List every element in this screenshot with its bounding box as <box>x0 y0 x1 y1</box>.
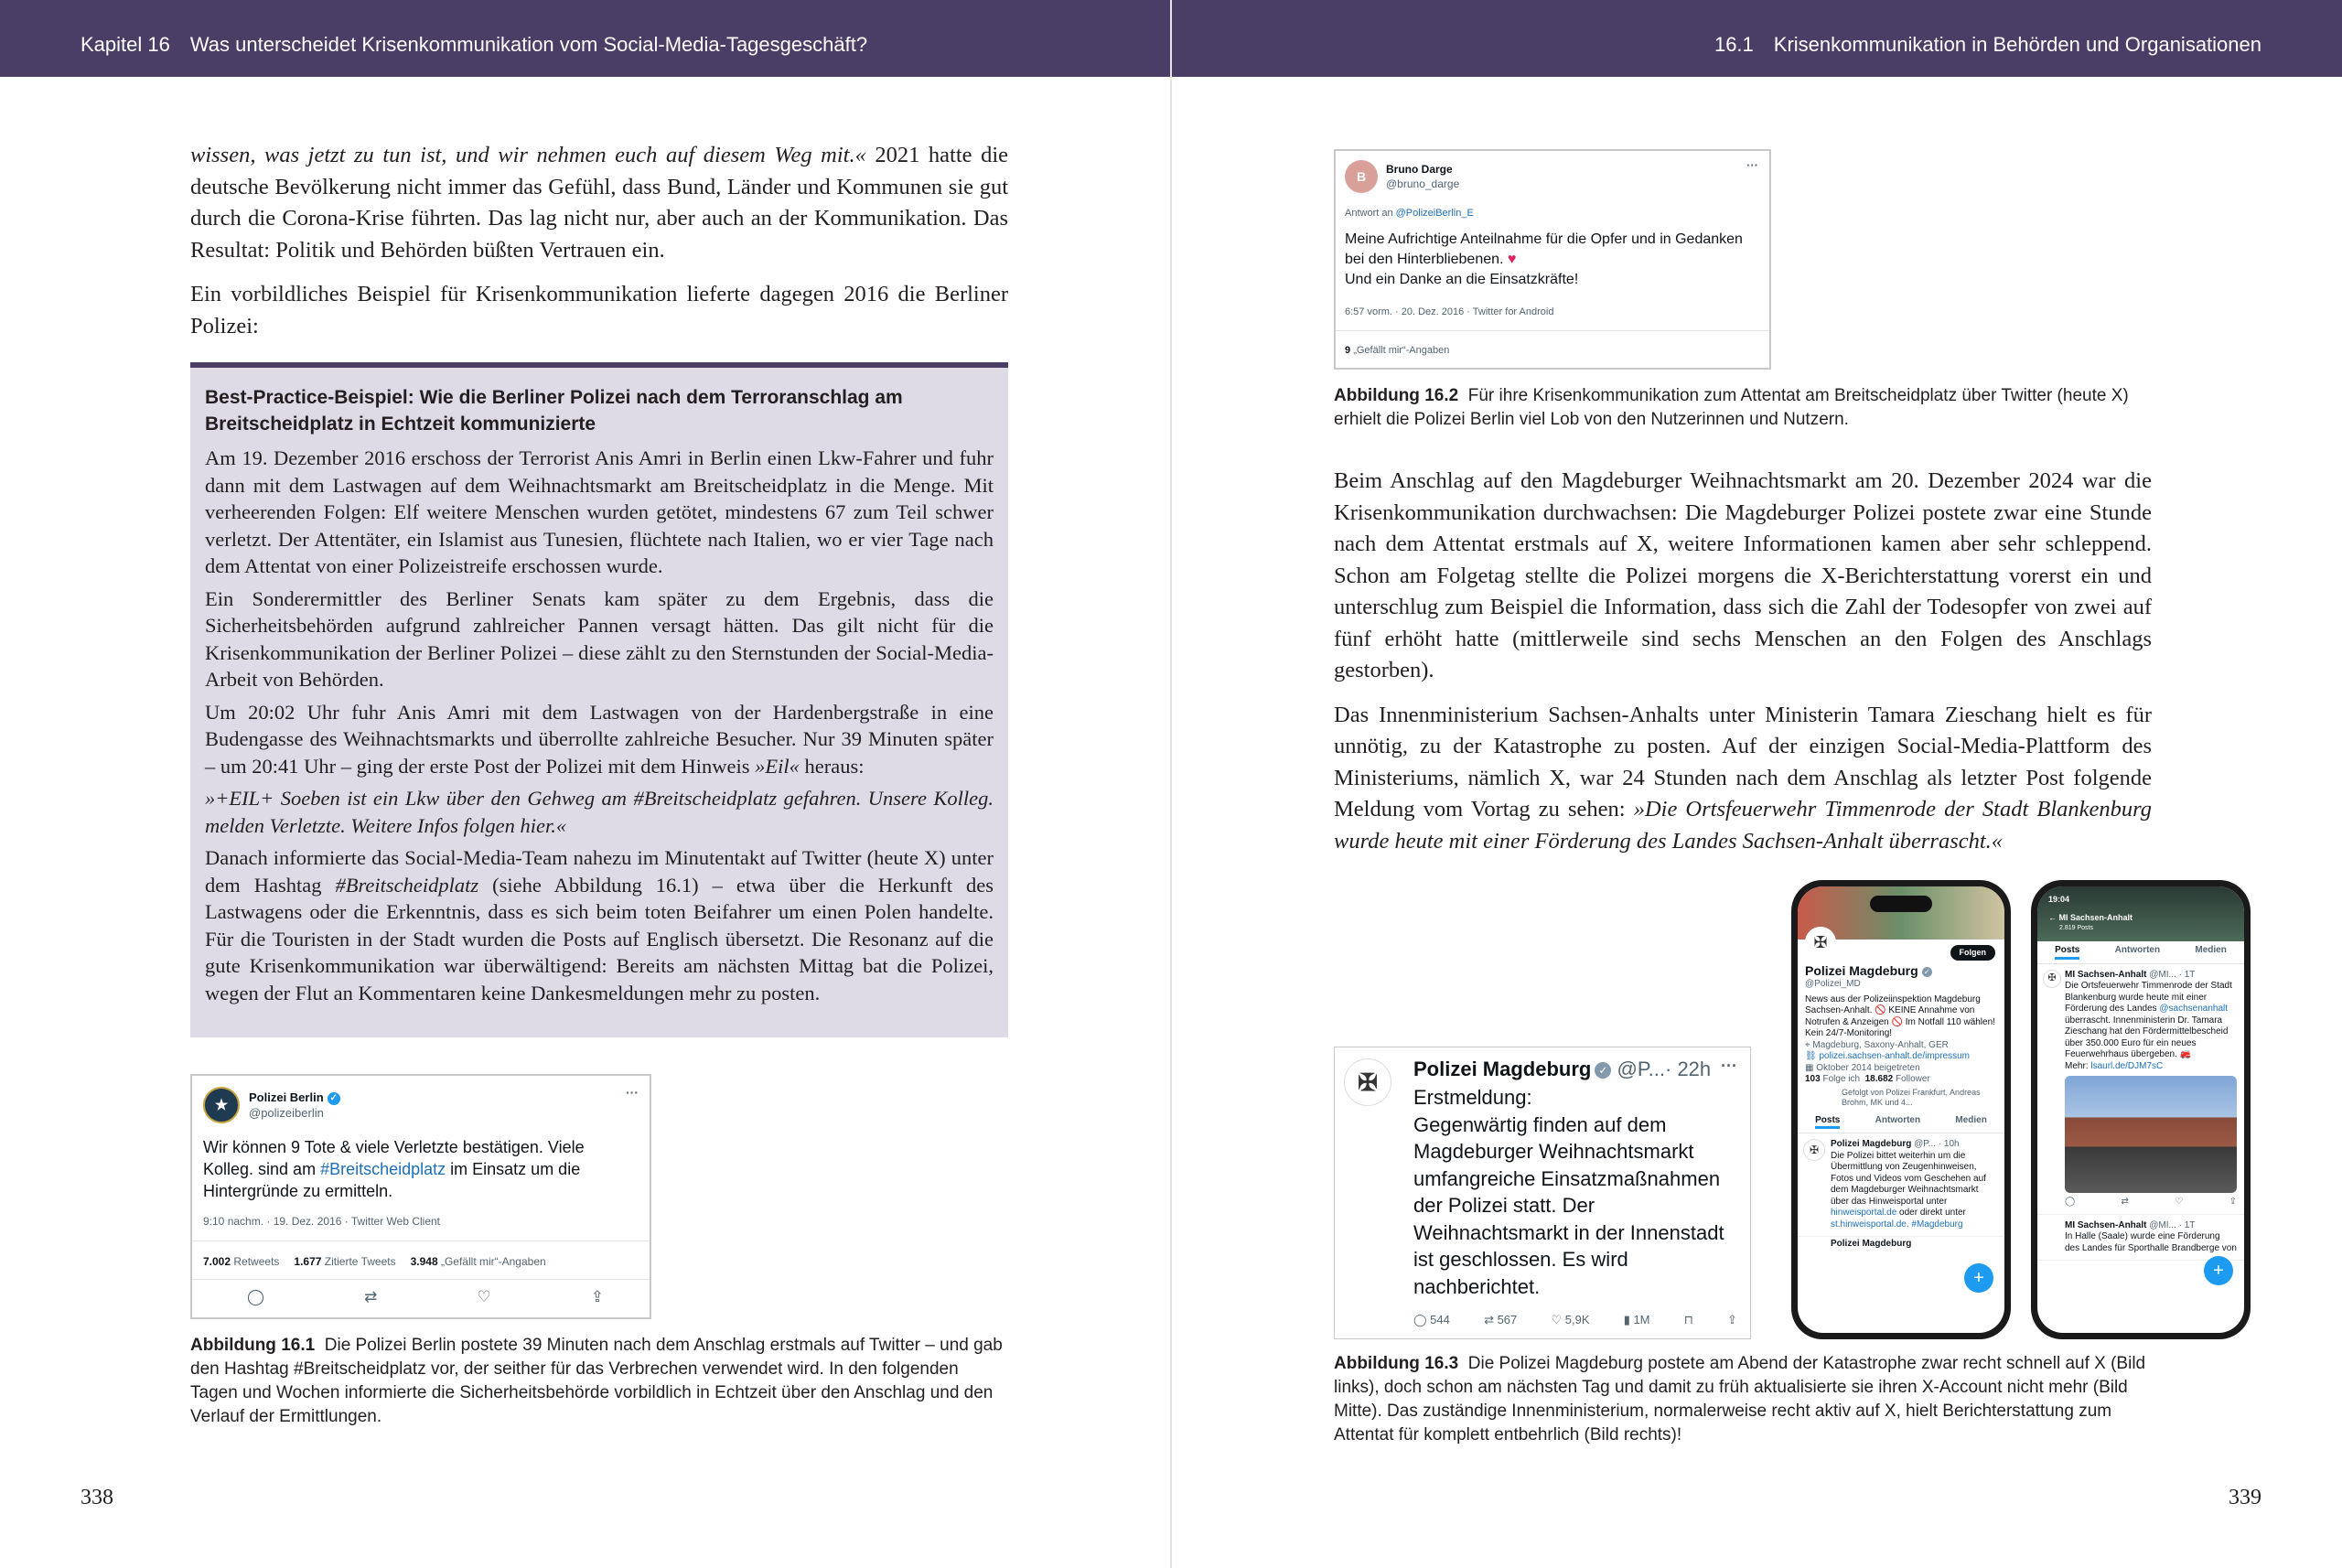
retweet-icon[interactable]: ⇄ <box>364 1288 378 1305</box>
figure-caption <box>1334 384 2157 432</box>
phone-polizei-magdeburg <box>1791 880 2011 1339</box>
box-paragraph: Am 19. Dezember 2016 erschoss der Terrorist Anis Amri in Berlin einen Lkw-Fahrer und fuhr dann mit dem Lastwagen auf dem Weihnachtsmarkt am Breitscheidplatz in die Menge. Mit verheerenden Folgen: Elf weitere Menschen wurden getötet, mindestens 67 zum Teil schwer verletzt. Der Attentäter, ein Islamist aus Tunesien, flüchtete nach Italien, wo er vier Tage nach dem Attentat von einer Polizeistreife erschossen wurde. <box>205 446 994 577</box>
box-paragraph <box>205 844 994 1006</box>
tab-media[interactable]: Medien <box>1955 1114 1987 1125</box>
reply-to-link[interactable]: @PolizeiBerlin_E <box>1395 208 1474 219</box>
more-icon[interactable]: ··· <box>626 1085 639 1100</box>
box-italic: »Eil« <box>755 754 800 778</box>
tab-replies[interactable]: Antworten <box>1875 1114 1921 1125</box>
profile-counts: 103 Folge ich 18.682 Follower <box>1805 1074 1930 1084</box>
reply-to: Antwort an @PolizeiBerlin_E <box>1345 208 1474 219</box>
eagle-crest-icon: ✠ <box>1803 1139 1825 1161</box>
compose-button[interactable]: + <box>2204 1256 2233 1285</box>
running-header-right <box>1172 0 2342 77</box>
bruno-darge-tweet <box>1334 149 1771 370</box>
tab-media[interactable]: Medien <box>2195 945 2227 955</box>
crest-icon: ✠ <box>2043 970 2061 988</box>
post-text: Die Ortsfeuerwehr Timmenrode der Stadt Blankenburg wurde heute mit einer Förderung des Landes @sachsenanhalt überrascht. Innenministerin Dr. Tamara Zieschang hat den Fördermittelbescheid über 350.000 Euro für ein neues Feuerwehrhaus übergeben. 🚒 Mehr: lsaurl.de/DJM7sC <box>2065 981 2232 1071</box>
more-icon[interactable]: ··· <box>1746 158 1758 172</box>
profile-header <box>2037 886 2244 941</box>
tweet-actions <box>247 1288 604 1306</box>
tweet-handle: @polizeiberlin <box>249 1106 324 1120</box>
like-icon[interactable]: ♡ <box>477 1288 491 1305</box>
group-photo-image[interactable] <box>2065 1076 2237 1193</box>
share-icon[interactable]: ⇪ <box>590 1288 604 1305</box>
profile-bio: News aus der Polizeiinspektion Magdeburg Sachsen-Anhalt. 🚫 KEINE Annahme von Notrufen & Anzeigen 🚫 Im Notfall 110 wählen! Kein 24/7-Monitoring! <box>1805 993 1995 1038</box>
left-body-text <box>190 140 1008 355</box>
profile-title: ← MI Sachsen-Anhalt <box>2048 912 2133 922</box>
right-body-text <box>1334 466 2152 870</box>
figure-caption <box>1334 1352 2157 1447</box>
page-number: 338 <box>81 1486 113 1509</box>
posts-count: 2.819 Posts <box>2059 924 2093 931</box>
share-icon[interactable]: ⇪ <box>2229 1197 2237 1207</box>
verified-icon: ✓ <box>1595 1062 1611 1079</box>
box-text: Um 20:02 Uhr fuhr Anis Amri mit dem Lastwagen von der Hardenbergstraße in eine Budengasse des Weihnachtsmarkts und überrollte zahlreiche Besucher. Nur 39 Minuten später – um 20:41 Uhr – ging der erste Post der Polizei mit dem Hinweis <box>205 700 994 778</box>
box-paragraph: Ein Sonderermittler des Berliner Senats kam später zu dem Ergebnis, dass die Sicherheitsbehörden aufgrund zahlreicher Pannen versagt hätten. Das gilt nicht für die Krisenkommunikation der Berliner Polizei – diese zählt zu den Sternstunden der Social-Media-Arbeit von Behörden. <box>205 586 994 691</box>
phone-screen <box>2037 886 2244 1333</box>
phone-notch <box>1870 896 1932 912</box>
chapter-number: Kapitel 16 <box>81 33 170 56</box>
police-star-icon: ★ <box>203 1087 240 1123</box>
tweet-author: Bruno Darge <box>1386 163 1453 176</box>
status-time: 19:04 <box>2048 895 2070 904</box>
figure-caption <box>190 1334 1008 1429</box>
box-quote <box>205 785 994 839</box>
verified-icon: ✓ <box>328 1092 340 1105</box>
quote-italic: wissen, was jetzt zu tun ist, und wir nehmen euch auf diesem Weg mit.« <box>190 143 866 167</box>
hashtag-link[interactable]: #Breitscheidplatz <box>320 1160 446 1178</box>
caption-text: Die Polizei Magdeburg postete am Abend der Katastrophe zwar recht schnell auf X (Bild links), doch schon am nächsten Tag und damit zu früh aktualisierte sie ihren X-Account nicht mehr (Bild Mitte). Das zuständige Innenministerium, normalerweise recht aktiv auf X, hielt Berichterstattung zum Attentat für komplett entbehrlich (Bild rechts)! <box>1334 1354 2146 1444</box>
paragraph-text: 2021 hatte die deutsche Bevölkerung nicht immer das Gefühl, dass Bund, Länder und Kommunen sie gut durch die Corona-Krise führten. Das lag nicht nur, aber auch an der Kommunikation. Das Resultat: Politik und Behörden büßten Vertrauen ein. <box>190 143 1008 263</box>
retweet-count[interactable]: 7.002 Retweets <box>203 1255 280 1268</box>
box-text: Danach informierte das Social-Media-Team nahezu im Minutentakt auf Twitter (heute X) unter dem Hashtag <box>205 846 994 897</box>
tweet-meta: 6:57 vorm. · 20. Dez. 2016 · Twitter for Android <box>1345 306 1554 317</box>
right-page <box>1172 0 2342 1568</box>
views-icon[interactable]: ▮ 1M <box>1623 1313 1650 1326</box>
share-icon[interactable]: ⇪ <box>1727 1313 1737 1326</box>
paragraph <box>1334 700 2152 858</box>
paragraph <box>190 140 1008 266</box>
like-icon[interactable]: ♡ 5,9K <box>1551 1313 1590 1326</box>
best-practice-box <box>190 362 1008 1037</box>
profile-handle: @Polizei_MD <box>1805 979 1861 989</box>
section-title: Krisenkommunikation in Behörden und Organisationen <box>1773 33 2261 56</box>
tweet-author: Polizei Berlin ✓ <box>249 1090 340 1105</box>
section-number: 16.1 <box>1714 33 1754 56</box>
chapter-title: Was unterscheidet Krisenkommunikation vom Social-Media-Tagesgeschäft? <box>189 33 868 56</box>
like-icon[interactable]: ♡ <box>2175 1197 2184 1207</box>
tweet-handle: @bruno_darge <box>1386 177 1460 190</box>
list-item[interactable]: ✠ Polizei Magdeburg @P... · 10h Die Polizei bittet weiterhin um die Übermittlung von Zeugenhinweisen, Fotos und Videos vom Geschehen auf dem Magdeburger Weihnachtsmarkt über das Hinweisportal unter hinweisportal.de oder direkt unter st.hinweisportal.de. #Magdeburg <box>1798 1133 2004 1237</box>
running-header-left <box>0 0 1170 77</box>
profile-name: Polizei Magdeburg ✓ <box>1805 963 1997 979</box>
paragraph: Ein vorbildliches Beispiel für Krisenkommunikation lieferte dagegen 2016 die Berliner Polizei: <box>190 282 1008 338</box>
tweet-text: Meine Aufrichtige Anteilnahme für die Opfer und in Gedanken bei den Hinterbliebenen. ♥ Und ein Danke an die Einsatzkräfte! <box>1345 231 1743 287</box>
tweet-header <box>203 1087 340 1123</box>
followed-by: Gefolgt von Polizei Frankfurt, Andreas Brohm, MK und 4... <box>1842 1087 1981 1107</box>
tweet-text: Wir können 9 Tote & viele Verletzte bestätigen. Viele Kolleg. sind am #Breitscheidplatz im Einsatz um die Hintergründe zu ermitteln. <box>203 1138 585 1200</box>
tweet-meta: 9:10 nachm. · 19. Dez. 2016 · Twitter Web Client <box>203 1215 441 1228</box>
profile-tabs <box>1798 1112 2004 1134</box>
profile-tabs <box>2037 941 2244 964</box>
tweet-stats <box>203 1255 546 1268</box>
tweet-header <box>1345 160 1459 193</box>
paragraph: Beim Anschlag auf den Magdeburger Weihnachtsmarkt am 20. Dezember 2024 war die Krisenkommunikation durchwachsen: Die Magdeburger Polizei postete zwar eine Stunde nach dem Attentat erstmals auf X, weitere Informationen kamen aber sehr schleppend. Schon am Folgetag stellte die Polizei morgens die X-Berichterstattung vorerst ein und unterschlug zum Beispiel die Information, dass sich die Zahl der Todesopfer von zwei auf fünf erhöht hatte (mittlerweile sind sechs Menschen an den Folgen des Anschlags gestorben). <box>1334 468 2152 682</box>
tab-posts[interactable]: Posts <box>2055 945 2079 960</box>
phone-mi-sachsen-anhalt <box>2031 880 2251 1339</box>
list-item[interactable]: MI Sachsen-Anhalt @MI... · 1T In Halle (Saale) wurde eine Förderung des Landes für Sporthalle Brandberge von <box>2037 1215 2244 1262</box>
phone-screen <box>1798 886 2004 1333</box>
tab-replies[interactable]: Antworten <box>2114 945 2161 955</box>
post-header: Polizei Magdeburg ✓ @P...· 22h <box>1413 1058 1712 1080</box>
caption-text: Die Polizei Berlin postete 39 Minuten nach dem Anschlag erstmals auf Twitter – und gab den Hashtag #Breitscheidplatz vor, der seither für das Verbrechen verwendet wird. In den folgenden Tagen und Wochen informierte die Sicherheitsbehörde vorbildlich in Echtzeit über den Anschlag und den Verlauf der Ermittlungen. <box>190 1336 1003 1426</box>
heart-icon: ♥ <box>1507 252 1517 267</box>
caption-label: Abbildung 16.2 <box>1334 386 1459 405</box>
list-item[interactable]: ✠ MI Sachsen-Anhalt @MI... · 1T Die Ortsfeuerwehr Timmenrode der Stadt Blankenburg wurde heute mit einer Förderung des Landes @sachsenanhalt überrascht. Innenministerin Dr. Tamara Zieschang hat den Fördermittelbescheid über 350.000 Euro für ein neues Feuerwehrhaus übergeben. 🚒 Mehr: lsaurl.de/DJM7sC ◯ ⇄ ♡ ⇪ <box>2037 964 2244 1215</box>
caption-text: Für ihre Krisenkommunikation zum Attentat am Breitscheidplatz über Twitter (heute X) erhielt die Polizei Berlin viel Lob von den Nutzerinnen und Nutzern. <box>1334 386 2129 429</box>
compose-button[interactable]: + <box>1964 1263 1993 1293</box>
box-italic: »+EIL+ Soeben ist ein Lkw über den Gehweg am #Breitscheidplatz gefahren. Unsere Kolleg. melden Verletzte. Weitere Infos folgen hier.« <box>205 787 994 837</box>
reply-icon[interactable]: ◯ <box>247 1288 265 1305</box>
tab-posts[interactable]: Posts <box>1815 1115 1840 1130</box>
post-actions <box>2065 1197 2237 1208</box>
like-count[interactable]: 3.948 „Gefällt mir“-Angaben <box>410 1255 546 1268</box>
profile-joined: ▦ Oktober 2014 beigetreten <box>1805 1062 1920 1073</box>
polizei-magdeburg-post <box>1334 1047 1751 1339</box>
follow-button[interactable]: Folgen <box>1950 945 1996 961</box>
box-text: (siehe Abbildung 16.1) – etwa über die Herkunft des Lastwagens oder die Erkenntnis, dass es sich beim toten Beifahrer um einen Polen handelte. Für die Touristen in der Stadt wurden die Posts auf Englisch übersetzt. Die Resonanz auf die gute Krisenkommunikation war überwältigend: Bereits am nächsten Mittag bat die Polizei, wegen der Flut an Kommentaren keine Dankesmeldungen mehr zu posten. <box>205 873 994 1004</box>
eagle-crest-icon: ✠ <box>1344 1058 1391 1106</box>
more-icon[interactable]: ··· <box>1721 1057 1737 1075</box>
box-text: heraus: <box>799 754 865 778</box>
quote-count[interactable]: 1.677 Zitierte Tweets <box>294 1255 396 1268</box>
post-text: In Halle (Saale) wurde eine Förderung des Landes für Sporthalle Brandberge von <box>2065 1231 2237 1253</box>
box-paragraph <box>205 699 994 780</box>
page-number: 339 <box>2229 1486 2261 1509</box>
caption-label: Abbildung 16.1 <box>190 1336 316 1355</box>
left-page <box>0 0 1170 1568</box>
like-count[interactable]: 9 „Gefällt mir“-Angaben <box>1345 345 1450 356</box>
bookmark-icon[interactable]: ⊓ <box>1683 1313 1693 1326</box>
post-author: Polizei Magdeburg <box>1831 1239 1912 1249</box>
caption-label: Abbildung 16.3 <box>1334 1354 1459 1373</box>
avatar: B <box>1345 160 1378 193</box>
box-title: Best-Practice-Beispiel: Wie die Berliner Polizei nach dem Terroranschlag am Breitscheidplatz in Echtzeit kommunizierte <box>205 387 903 435</box>
profile-link[interactable]: ⛓ polizei.sachsen-anhalt.de/impressum <box>1805 1051 1971 1061</box>
repost-icon[interactable]: ⇄ <box>2121 1197 2129 1207</box>
profile-location: ⌖ Magdeburg, Saxony-Anhalt, GER <box>1805 1039 1949 1050</box>
reply-icon[interactable]: ◯ 544 <box>1413 1313 1450 1326</box>
paragraph-text: Das Innenministerium Sachsen-Anhalts unter Ministerin Tamara Zieschang hielt es für unnötig, zu der Katastrophe zu posten. Auf der einzigen Social-Media-Plattform des Ministeriums, nämlich X, war 24 Stunden nach dem Anschlag als letzter Post folgende Meldung vom Vortag zu sehen: <box>1334 702 2152 822</box>
eagle-crest-icon: ✠ <box>1805 927 1836 958</box>
box-italic: #Breitscheidplatz <box>335 873 479 897</box>
polizei-berlin-tweet <box>190 1074 651 1319</box>
verified-icon: ✓ <box>1922 967 1932 977</box>
post-actions <box>1413 1313 1737 1327</box>
post-text: Die Polizei bittet weiterhin um die Übermittlung von Zeugenhinweisen, Fotos und Videos vom Geschehen auf dem Magdeburger Weihnachtsmarkt über das Hinweisportal unter hinweisportal.de oder direkt unter st.hinweisportal.de. #Magdeburg <box>1831 1150 1986 1230</box>
reply-icon[interactable]: ◯ <box>2065 1197 2076 1207</box>
repost-icon[interactable]: ⇄ 567 <box>1484 1313 1518 1326</box>
post-text: Erstmeldung: Gegenwärtig finden auf dem Magdeburger Weihnachtsmarkt umfangreiche Einsatzmaßnahmen der Polizei statt. Der Weihnachtsmarkt in der Innenstadt ist geschlossen. Es wird nachberichtet. <box>1413 1086 1724 1298</box>
quote-italic: »Die Ortsfeuerwehr Timmenrode der Stadt Blankenburg wurde heute mit einer Förderung des Landes Sachsen-Anhalt überrascht.« <box>1334 797 2152 854</box>
